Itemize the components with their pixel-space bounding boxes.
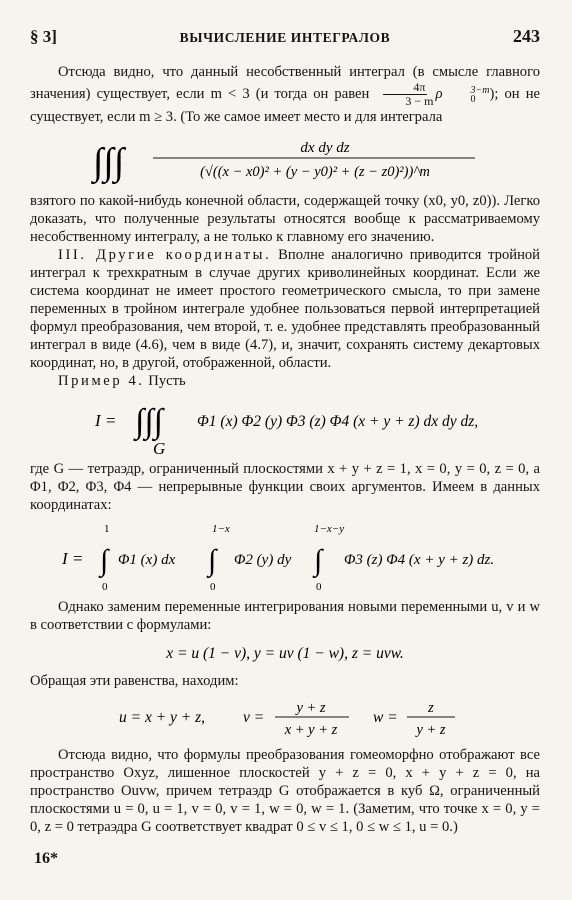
paragraph-4: где G — тетраэдр, ограниченный плоскостями x + y + z = 1, x = 0, y = 0, z = 0, а Φ1, Φ2, Φ3, Φ4 — непрерывные функции своих аргументов. Имеем в данных координатах: [30,461,540,513]
paragraph-3 [30,246,540,372]
formula2-integrand: Φ1 (x) Φ2 (y) Φ3 (z) Φ4 (x + y + z) dx dy dz, [197,413,479,430]
paragraph-7: Отсюда видно, что формулы преобразования гомеоморфно отображают все пространство Oxyz, лишенное плоскостей y + z = 0, x + y + z = 0, на пространство Ouvw, причем тетраэдр G отображается в куб Ω, ограниченный плоскостями u = 0, u = 1, v = 0, v = 1, w = 0, w = 1. (Заметим, что точке x = 0, y = 0, z = 0 тетраэдра G соответствует квадрат 0 ≤ v ≤ 1, 0 ≤ w ≤ 1, u = 0.) [30,747,540,835]
example-label: Пример 4. [58,373,145,389]
paragraph-2: взятого по какой-нибудь конечной области, содержащей точку (x0, y0, z0)). Легко доказать, что полученные результаты относятся вообще к рассматриваемому несобственному интегралу, а не только к главному его значению. [30,193,540,245]
paragraph-1 [30,63,540,126]
formula4-text: x = u (1 − v), y = uv (1 − w), z = uvw. [166,645,404,662]
limit1-top: 1 [104,523,110,535]
formula3-part3: Φ3 (z) Φ4 (x + y + z) dz. [344,552,495,568]
triple-integral-sign-2: ∫∫∫ [135,403,163,440]
rho-symbol: ρ [435,85,443,102]
example-heading [30,372,540,390]
running-title: ВЫЧИСЛЕНИЕ ИНТЕГРАЛОВ [179,30,391,45]
formula1-numerator: dx dy dz [300,140,350,156]
formula5-w-lhs: w = [373,709,398,726]
formula3-part2: Φ2 (y) dy [234,552,292,568]
formula5-w-denominator: y + z [416,722,446,738]
section-3-label: III. Другие координаты. [58,247,272,263]
rho-indices [443,86,490,104]
paragraph-1-text-a: Отсюда видно, что данный несобственный интеграл (в смысле главного значения) существует, если m < 3 (и тогда он равен [30,64,540,102]
formula-integral-I [30,394,540,456]
integral-sign-3: ∫ [314,544,323,577]
fraction-denominator: 3 − m [405,94,434,108]
formula5-v-lhs: v = [243,709,265,726]
example-text: Пусть [144,373,186,389]
fraction-numerator: 4π [383,81,427,95]
limit3-bottom: 0 [316,581,322,593]
fraction-4pi [377,81,433,108]
page-number: 243 [512,26,540,46]
formula5-v-denominator: x + y + z [284,722,338,738]
paragraph-3-text: Вполне аналогично приводится тройной интеграл к трехкратным в случае других криволинейных координат. Если же система координат не имеет простого геометрического смысла, то при замене переменных в тройном интеграле удобнее пользоваться первой интерпретацией формул преобразования, чем второй, т. е. удобнее представлять преобразованный интеграл в виде (4.6), чем в виде (4.7), и, значит, сохранять систему декартовых координат, но, в другой, отображенной, области. [30,247,540,371]
limit2-top: 1−x [212,523,230,535]
formula5-v-numerator: y + z [296,700,326,716]
rho-superscript: 3−m [470,84,490,96]
rho-subscript: 0 [470,93,476,105]
limit2-bottom: 0 [210,581,216,593]
paragraph-1-text-b: ); он не существует, если m ≥ 3. (То же самое имеет место и для интеграла [30,85,540,125]
formula3-lhs: I = [62,549,84,568]
limit3-top: 1−x−y [314,523,345,535]
formula5-w-numerator: z [428,700,434,716]
signature-mark: 16* [34,850,58,867]
section-number: § 3] [30,27,57,46]
paragraph-5: Однако заменим переменные интегрирования новыми переменными u, v и w в соответствии с формулами: [30,599,540,633]
formula-substitution [30,638,540,668]
limit1-bottom: 0 [102,581,108,593]
page-header [30,26,540,47]
formula-triple-integral-m [30,130,540,188]
paragraph-6: Обращая эти равенства, находим: [30,673,239,689]
integral-sign-1: ∫ [100,544,109,577]
region-G: G [153,439,166,456]
formula-iterated-integral [30,518,540,594]
triple-integral-sign: ∫∫∫ [93,141,125,183]
formula-inverse [30,694,540,742]
integral-sign-2: ∫ [208,544,217,577]
formula5-u: u = x + y + z, [119,709,206,726]
formula3-part1: Φ1 (x) dx [118,552,176,568]
formula2-lhs: I = [95,411,117,430]
formula1-denominator: (√((x − x0)² + (y − y0)² + (z − z0)²))^m [200,164,430,180]
